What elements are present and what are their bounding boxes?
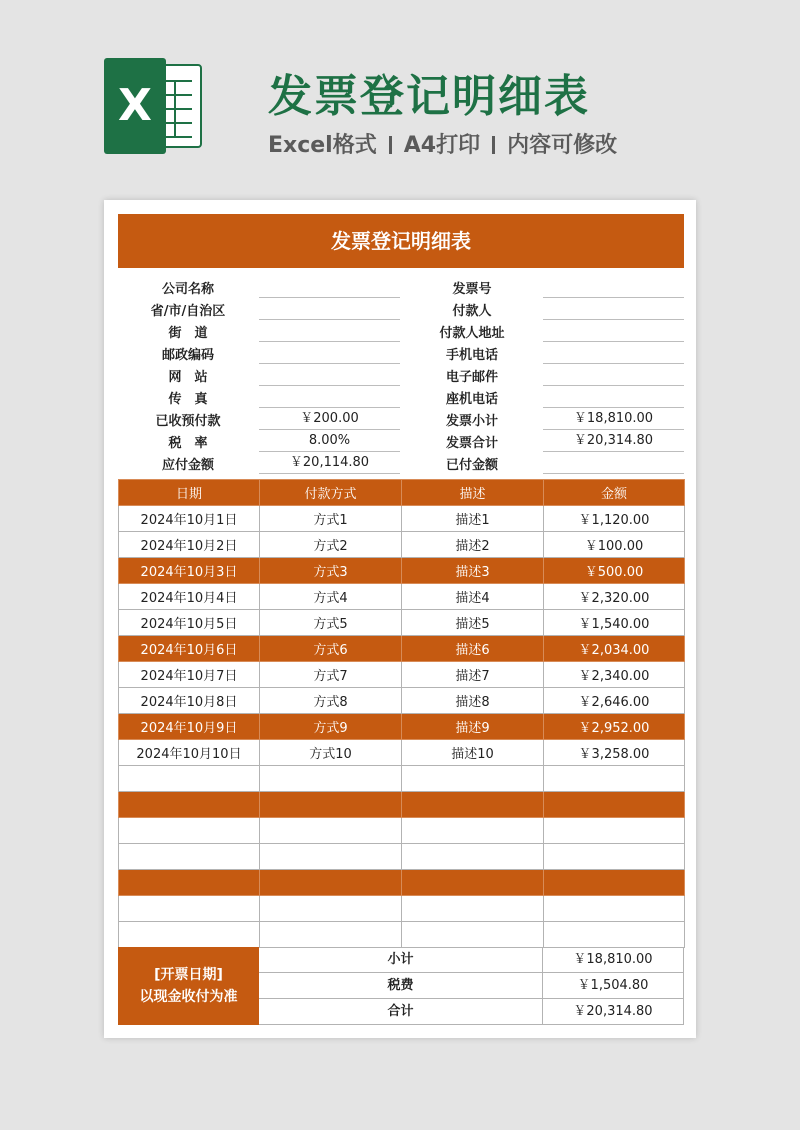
description-cell[interactable]: 描述3	[402, 558, 544, 584]
method-cell[interactable]: 方式7	[260, 662, 402, 688]
column-header-date[interactable]: 日期	[119, 480, 260, 506]
method-cell[interactable]: 方式6	[260, 636, 402, 662]
date-cell[interactable]: 2024年10月8日	[119, 688, 260, 714]
description-cell[interactable]	[402, 896, 544, 922]
method-cell[interactable]: 方式2	[260, 532, 402, 558]
description-cell[interactable]	[402, 870, 544, 896]
description-cell[interactable]	[402, 766, 544, 792]
table-row	[119, 662, 685, 688]
table-row	[119, 896, 685, 922]
method-cell[interactable]: 方式5	[260, 610, 402, 636]
note-line-1: [开票日期]	[154, 967, 223, 983]
subtitle-editable: 内容可修改	[507, 133, 618, 158]
info-label: 省/市/自治区	[150, 304, 226, 319]
description-cell[interactable]	[402, 844, 544, 870]
amount-cell[interactable]	[544, 766, 685, 792]
method-cell[interactable]	[260, 922, 402, 948]
table-row	[119, 766, 685, 792]
date-cell[interactable]: 2024年10月2日	[119, 532, 260, 558]
info-value-field[interactable]	[543, 386, 684, 408]
info-value-field[interactable]	[543, 364, 684, 386]
table-row	[119, 636, 685, 662]
amount-cell[interactable]: ￥500.00	[544, 558, 685, 584]
description-cell[interactable]: 描述4	[402, 584, 544, 610]
method-cell[interactable]	[260, 844, 402, 870]
table-row	[119, 922, 685, 948]
note-line-2: 以现金收付为准	[139, 989, 238, 1005]
page-title: 发票登记明细表	[268, 71, 590, 122]
method-cell[interactable]	[260, 792, 402, 818]
summary-value[interactable]: ￥1,504.80	[543, 973, 684, 999]
description-cell[interactable]: 描述9	[402, 714, 544, 740]
amount-cell[interactable]: ￥2,320.00	[544, 584, 685, 610]
detail-table	[118, 479, 685, 948]
info-value-field[interactable]: ￥18,810.00	[543, 408, 684, 430]
info-label: 街 道	[168, 326, 208, 341]
description-cell[interactable]: 描述2	[402, 532, 544, 558]
invoice-date-note	[118, 947, 259, 1025]
date-cell[interactable]	[119, 766, 260, 792]
info-label: 邮政编码	[161, 348, 214, 363]
amount-cell[interactable]: ￥2,646.00	[544, 688, 685, 714]
method-cell[interactable]: 方式9	[260, 714, 402, 740]
date-cell[interactable]	[119, 922, 260, 948]
info-value-field[interactable]	[543, 298, 684, 320]
table-row	[119, 532, 685, 558]
info-label: 应付金额	[161, 458, 214, 473]
date-cell[interactable]: 2024年10月4日	[119, 584, 260, 610]
info-value-field[interactable]	[259, 364, 400, 386]
info-value-field[interactable]	[259, 342, 400, 364]
info-value-field[interactable]	[543, 452, 684, 474]
date-cell[interactable]: 2024年10月1日	[119, 506, 260, 532]
description-cell[interactable]: 描述8	[402, 688, 544, 714]
amount-cell[interactable]	[544, 870, 685, 896]
info-value-field[interactable]	[259, 298, 400, 320]
description-cell[interactable]: 描述5	[402, 610, 544, 636]
summary-label: 合计	[259, 999, 543, 1025]
info-row	[118, 342, 684, 364]
info-label: 传 真	[168, 392, 208, 407]
method-cell[interactable]: 方式1	[260, 506, 402, 532]
subtitle-format: Excel格式	[268, 133, 377, 158]
info-row	[118, 276, 684, 298]
info-label: 电子邮件	[445, 370, 498, 385]
method-cell[interactable]: 方式8	[260, 688, 402, 714]
method-cell[interactable]: 方式10	[260, 740, 402, 766]
amount-cell[interactable]	[544, 792, 685, 818]
info-value-field[interactable]: ￥20,314.80	[543, 430, 684, 452]
table-row	[119, 714, 685, 740]
info-value-field[interactable]: ￥20,114.80	[259, 452, 400, 474]
date-cell[interactable]	[119, 818, 260, 844]
info-value-field[interactable]	[259, 386, 400, 408]
info-value-field[interactable]	[259, 320, 400, 342]
amount-cell[interactable]: ￥2,034.00	[544, 636, 685, 662]
description-cell[interactable]: 描述6	[402, 636, 544, 662]
date-cell[interactable]: 2024年10月7日	[119, 662, 260, 688]
amount-cell[interactable]: ￥3,258.00	[544, 740, 685, 766]
info-label: 网 站	[168, 370, 208, 385]
method-cell[interactable]	[260, 896, 402, 922]
amount-cell[interactable]: ￥1,540.00	[544, 610, 685, 636]
table-row	[119, 792, 685, 818]
amount-cell[interactable]: ￥100.00	[544, 532, 685, 558]
invoice-sheet	[104, 200, 696, 1038]
table-header-row	[119, 480, 685, 506]
info-row	[118, 298, 684, 320]
summary-block	[118, 947, 684, 1025]
column-header-description[interactable]: 描述	[402, 480, 544, 506]
excel-logo-icon	[104, 58, 204, 154]
info-value-field[interactable]	[543, 342, 684, 364]
table-row	[119, 818, 685, 844]
description-cell[interactable]	[402, 792, 544, 818]
date-cell[interactable]: 2024年10月6日	[119, 636, 260, 662]
date-cell[interactable]: 2024年10月3日	[119, 558, 260, 584]
summary-row-subtotal	[259, 947, 684, 973]
date-cell[interactable]: 2024年10月10日	[119, 740, 260, 766]
info-label: 公司名称	[161, 282, 214, 297]
table-row	[119, 870, 685, 896]
date-cell[interactable]: 2024年10月9日	[119, 714, 260, 740]
info-label: 发票号	[452, 282, 492, 297]
date-cell[interactable]	[119, 896, 260, 922]
date-cell[interactable]	[119, 792, 260, 818]
amount-cell[interactable]: ￥2,952.00	[544, 714, 685, 740]
column-header-amount[interactable]: 金额	[544, 480, 685, 506]
date-cell[interactable]: 2024年10月5日	[119, 610, 260, 636]
info-label: 座机电话	[445, 392, 498, 407]
description-cell[interactable]	[402, 922, 544, 948]
amount-cell[interactable]	[544, 896, 685, 922]
table-row	[119, 844, 685, 870]
amount-cell[interactable]	[544, 844, 685, 870]
method-cell[interactable]	[260, 870, 402, 896]
subtitle-print: A4打印	[403, 133, 481, 158]
info-value-field[interactable]: ￥200.00	[259, 408, 400, 430]
summary-row-total	[259, 999, 684, 1025]
logo-letter: X	[104, 58, 166, 154]
subtitle-separator	[389, 136, 392, 154]
sheet-title: 发票登记明细表	[118, 214, 684, 268]
info-row	[118, 364, 684, 386]
info-row	[118, 408, 684, 430]
info-row	[118, 452, 684, 474]
summary-label: 税费	[259, 973, 543, 999]
amount-cell[interactable]: ￥2,340.00	[544, 662, 685, 688]
description-cell[interactable]: 描述1	[402, 506, 544, 532]
info-row	[118, 320, 684, 342]
column-header-method[interactable]: 付款方式	[260, 480, 402, 506]
summary-row-tax	[259, 973, 684, 999]
info-label: 付款人地址	[439, 326, 505, 341]
table-row	[119, 688, 685, 714]
info-label: 发票合计	[445, 436, 498, 451]
table-row	[119, 506, 685, 532]
amount-cell[interactable]	[544, 922, 685, 948]
summary-value[interactable]: ￥18,810.00	[543, 947, 684, 973]
amount-cell[interactable]: ￥1,120.00	[544, 506, 685, 532]
info-row	[118, 386, 684, 408]
info-label: 已付金额	[445, 458, 498, 473]
info-label: 税 率	[168, 436, 208, 451]
info-label: 发票小计	[445, 414, 498, 429]
description-cell[interactable]	[402, 818, 544, 844]
date-cell[interactable]	[119, 844, 260, 870]
method-cell[interactable]: 方式4	[260, 584, 402, 610]
description-cell[interactable]: 描述7	[402, 662, 544, 688]
date-cell[interactable]	[119, 870, 260, 896]
table-row	[119, 584, 685, 610]
table-row	[119, 740, 685, 766]
info-label: 手机电话	[445, 348, 498, 363]
info-value-field[interactable]: 8.00%	[259, 430, 400, 452]
table-row	[119, 610, 685, 636]
info-row	[118, 430, 684, 452]
info-value-field[interactable]	[543, 276, 684, 298]
subtitle-separator	[492, 136, 495, 154]
info-label: 付款人	[452, 304, 492, 319]
page-subtitle	[268, 128, 617, 158]
method-cell[interactable]	[260, 766, 402, 792]
table-row	[119, 558, 685, 584]
amount-cell[interactable]	[544, 818, 685, 844]
info-value-field[interactable]	[259, 276, 400, 298]
summary-label: 小计	[259, 947, 543, 973]
info-value-field[interactable]	[543, 320, 684, 342]
method-cell[interactable]	[260, 818, 402, 844]
summary-value[interactable]: ￥20,314.80	[543, 999, 684, 1025]
description-cell[interactable]: 描述10	[402, 740, 544, 766]
info-label: 已收预付款	[155, 414, 221, 429]
method-cell[interactable]: 方式3	[260, 558, 402, 584]
